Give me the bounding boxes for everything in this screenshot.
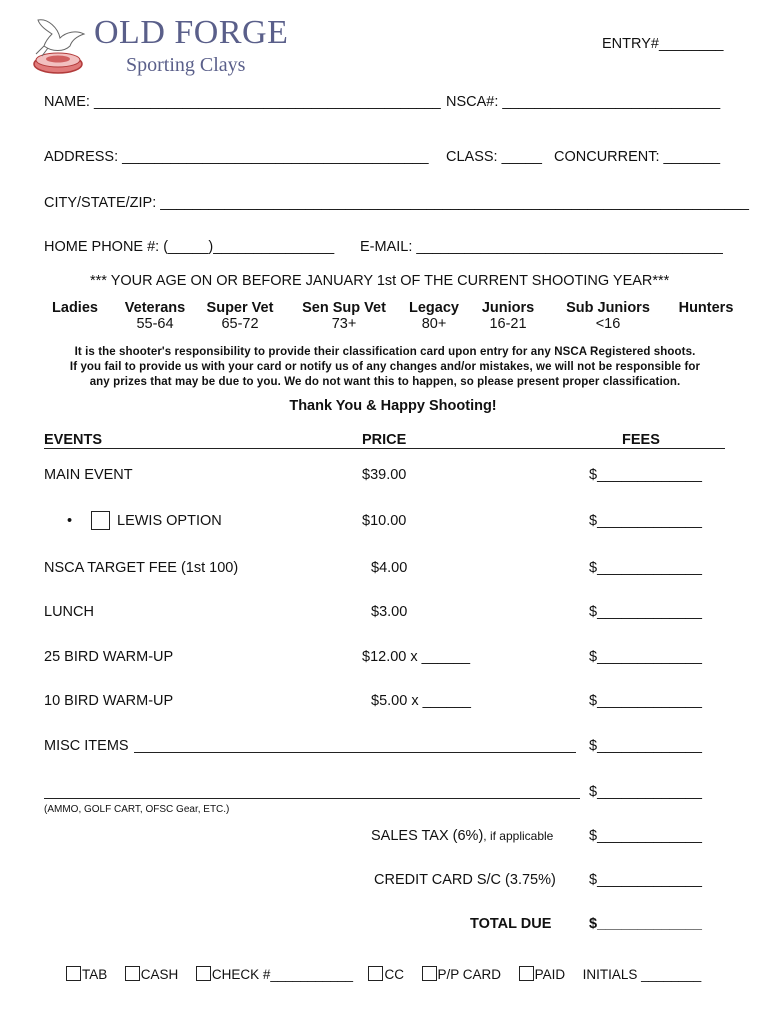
logo-subtitle: Sporting Clays bbox=[126, 54, 246, 76]
clay-bird-logo-icon bbox=[28, 14, 94, 76]
cc-checkbox[interactable] bbox=[368, 966, 383, 981]
paid-checkbox[interactable] bbox=[519, 966, 534, 981]
responsibility-line-1: It is the shooter's responsibility to provide their classification card upon entry for any NSCA Registered shoots. bbox=[74, 346, 696, 358]
main-event-label: MAIN EVENT bbox=[44, 467, 133, 483]
events-header: EVENTS bbox=[44, 432, 362, 449]
total-due-label: TOTAL DUE bbox=[470, 916, 552, 932]
fees-header: FEES bbox=[588, 432, 725, 449]
total-due-fee[interactable]: $_____________ bbox=[589, 916, 702, 932]
entry-number[interactable]: ENTRY#________ bbox=[602, 36, 724, 52]
tab-checkbox[interactable] bbox=[66, 966, 81, 981]
age-notice: *** YOUR AGE ON OR BEFORE JANUARY 1st OF THE CURRENT SHOOTING YEAR*** bbox=[90, 273, 670, 289]
pp-card-checkbox[interactable] bbox=[422, 966, 437, 981]
bird-10-warmup-label: 10 BIRD WARM-UP bbox=[44, 693, 174, 709]
lunch-price: $3.00 bbox=[371, 604, 408, 620]
category-sub-juniors: Sub Juniors <16 bbox=[566, 300, 650, 332]
address-field[interactable]: ADDRESS: ______________________________________ bbox=[44, 149, 429, 165]
lewis-option-price: $10.00 bbox=[362, 513, 407, 529]
credit-card-sc-fee[interactable]: $_____________ bbox=[589, 872, 702, 888]
lewis-option-fee[interactable]: $_____________ bbox=[589, 513, 702, 529]
tab-option[interactable]: TAB bbox=[66, 967, 107, 982]
lewis-option-label: LEWIS OPTION bbox=[117, 513, 222, 529]
email-field[interactable]: E-MAIL: ______________________________________ bbox=[360, 239, 723, 255]
responsibility-line-2: If you fail to provide us with your card or notify us of any changes and/or mistakes, we will not be responsible for bbox=[69, 361, 701, 373]
bird-10-warmup-fee[interactable]: $_____________ bbox=[589, 693, 702, 709]
price-header: PRICE bbox=[362, 432, 588, 449]
home-phone-field[interactable]: HOME PHONE #: (_____)_______________ bbox=[44, 239, 335, 255]
pp-card-option[interactable]: P/P CARD bbox=[422, 967, 502, 982]
nsca-target-fee-fee[interactable]: $_____________ bbox=[589, 560, 702, 576]
bird-25-warmup-label: 25 BIRD WARM-UP bbox=[44, 649, 174, 665]
nsca-target-fee-label: NSCA TARGET FEE (1st 100) bbox=[44, 560, 239, 576]
misc-items-fee[interactable]: $_____________ bbox=[589, 738, 702, 754]
nsca-target-fee-price: $4.00 bbox=[371, 560, 408, 576]
lewis-option-checkbox[interactable] bbox=[91, 511, 110, 531]
class-field[interactable]: CLASS: _____ bbox=[446, 149, 542, 165]
payment-options bbox=[66, 966, 701, 982]
concurrent-field[interactable]: CONCURRENT: _______ bbox=[554, 149, 721, 165]
main-event-fee[interactable]: $_____________ bbox=[589, 467, 702, 483]
misc-items-label: MISC ITEMS bbox=[44, 738, 129, 754]
cc-option[interactable]: CC bbox=[368, 967, 404, 982]
cash-option[interactable]: CASH bbox=[125, 967, 179, 982]
main-event-price: $39.00 bbox=[362, 467, 407, 483]
sales-tax-label: SALES TAX (6%), if applicable bbox=[371, 828, 554, 844]
lewis-option-bullet: • bbox=[67, 513, 73, 529]
logo-title: OLD FORGE bbox=[94, 14, 289, 51]
bird-10-warmup-price[interactable]: $5.00 x ______ bbox=[371, 693, 471, 709]
misc-items-note: (AMMO, GOLF CART, OFSC Gear, ETC.) bbox=[44, 804, 230, 815]
category-ladies: Ladies bbox=[52, 300, 98, 316]
logo bbox=[28, 14, 94, 76]
credit-card-sc-label: CREDIT CARD S/C (3.75%) bbox=[374, 872, 556, 888]
category-juniors: Juniors 16-21 bbox=[481, 300, 535, 332]
name-field[interactable]: NAME: ___________________________________________ bbox=[44, 94, 441, 110]
category-super-vet: Super Vet 65-72 bbox=[206, 300, 274, 332]
misc-items-line-2[interactable] bbox=[44, 798, 580, 799]
city-state-zip-field[interactable]: CITY/STATE/ZIP: _________________________________________________________________________ bbox=[44, 195, 749, 211]
category-veterans: Veterans 55-64 bbox=[124, 300, 186, 332]
misc-items-line[interactable] bbox=[134, 752, 576, 753]
nsca-field[interactable]: NSCA#: ___________________________ bbox=[446, 94, 721, 110]
check-checkbox[interactable] bbox=[196, 966, 211, 981]
category-legacy: Legacy 80+ bbox=[409, 300, 459, 332]
initials-field[interactable]: INITIALS ________ bbox=[582, 967, 702, 982]
bird-25-warmup-price[interactable]: $12.00 x ______ bbox=[362, 649, 471, 665]
sales-tax-fee[interactable]: $_____________ bbox=[589, 828, 702, 844]
lunch-fee[interactable]: $_____________ bbox=[589, 604, 702, 620]
responsibility-line-3: any prizes that may be due to you. We do not want this to happen, so please present proper classification. bbox=[89, 376, 681, 388]
lunch-label: LUNCH bbox=[44, 604, 94, 620]
thanks-message: Thank You & Happy Shooting! bbox=[289, 398, 497, 414]
bird-25-warmup-fee[interactable]: $_____________ bbox=[589, 649, 702, 665]
category-hunters: Hunters bbox=[678, 300, 734, 316]
paid-option[interactable]: PAID bbox=[519, 967, 566, 982]
category-sen-sup-vet: Sen Sup Vet 73+ bbox=[302, 300, 386, 332]
misc-items-fee-2[interactable]: $_____________ bbox=[589, 784, 702, 800]
check-option[interactable]: CHECK #___________ bbox=[196, 967, 353, 982]
cash-checkbox[interactable] bbox=[125, 966, 140, 981]
